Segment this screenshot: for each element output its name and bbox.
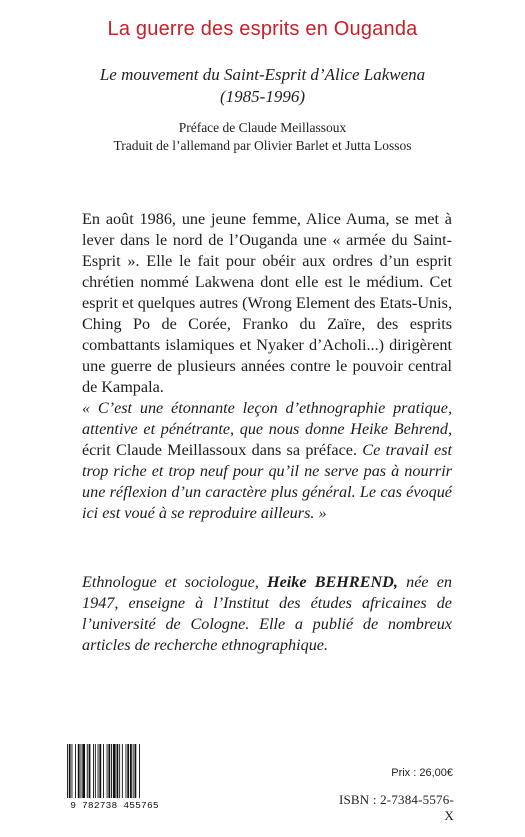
credits-block	[0, 119, 525, 155]
barcode-bar	[78, 744, 80, 798]
book-title: La guerre des esprits en Ouganda	[107, 18, 418, 40]
barcode-bar	[122, 744, 123, 798]
quote-author-name: Heike Behrend,	[350, 420, 453, 438]
barcode-bar	[75, 744, 76, 798]
barcode-bar	[99, 744, 101, 798]
translation-credit: Traduit de l’allemand par Olivier Barlet et Jutta Lossos	[113, 138, 412, 153]
barcode-bar	[108, 744, 110, 798]
author-bio	[82, 572, 452, 656]
subtitle-line: Le mouvement du Saint-Esprit d’Alice Lakwena	[99, 65, 426, 84]
barcode	[66, 744, 163, 814]
barcode-bars	[66, 744, 163, 798]
barcode-bar	[139, 744, 140, 798]
barcode-bar	[87, 744, 88, 798]
barcode-bar	[69, 744, 71, 798]
author-bio-text: née en 1947, enseigne à l’Institut des études africaines de l’université de Cologne. Elle a publié de nombreux articles de recherche ethnographique.	[82, 573, 453, 654]
barcode-bar	[103, 744, 104, 798]
author-bio-name: Heike BEHREND,	[267, 573, 398, 591]
price-label: Prix : 26,00€	[391, 767, 453, 779]
barcode-bar	[119, 744, 120, 798]
barcode-bar	[126, 744, 127, 798]
barcode-bar	[117, 744, 119, 798]
author-bio-intro: Ethnologue et sociologue,	[82, 573, 259, 591]
summary-paragraph: En août 1986, une jeune femme, Alice Auma, se met à lever dans le nord de l’Ouganda une « armée du Saint-Esprit ». Elle le fait pour obéir aux ordres d’un esprit chrétien nommé Lakwena dont elle est le médium. Cet esprit et quelques autres (Wrong Element des Etats-Unis, Ching Po de Corée, Franko du Zaïre, des esprits combattants islamiques et Nyaker d’Acholi...) dirigèrent une guerre de plusieurs années contre le pouvoir central de Kampala.	[82, 210, 452, 396]
barcode-bar	[127, 744, 129, 798]
quote-paragraph	[82, 398, 452, 524]
barcode-bar	[93, 744, 94, 798]
preface-credit: Préface de Claude Meillassoux	[178, 120, 347, 135]
subtitle-dates: (1985-1996)	[220, 87, 305, 106]
barcode-bar	[107, 744, 108, 798]
barcode-bar	[130, 744, 132, 798]
barcode-bar	[113, 744, 116, 798]
barcode-bar	[67, 744, 68, 798]
barcode-digits: 9 782738 455765	[70, 800, 159, 811]
barcode-bar	[135, 744, 137, 798]
barcode-bar	[89, 744, 91, 798]
quote-part-2: écrit Claude Meillassoux dans sa préface.	[82, 441, 357, 459]
barcode-bar	[81, 744, 82, 798]
barcode-bar	[133, 744, 134, 798]
barcode-bar	[111, 744, 112, 798]
barcode-bar	[82, 744, 85, 798]
quote-part-3: Ce travail est trop riche et trop neuf pour qu’il ne serve pas à nourrir une réflexion d’un caractère plus général. Le cas évoqué ici est voué à se reproduire ailleurs. »	[82, 441, 452, 522]
book-subtitle	[0, 64, 525, 108]
barcode-bar	[95, 744, 96, 798]
isbn-label: ISBN : 2-7384-5576-X	[338, 792, 454, 823]
barcode-bar	[72, 744, 73, 798]
quote-part-1: « C’est une étonnante leçon d’ethnographie pratique, attentive et pénétrante, que nous donne	[82, 399, 452, 438]
barcode-bar	[98, 744, 99, 798]
